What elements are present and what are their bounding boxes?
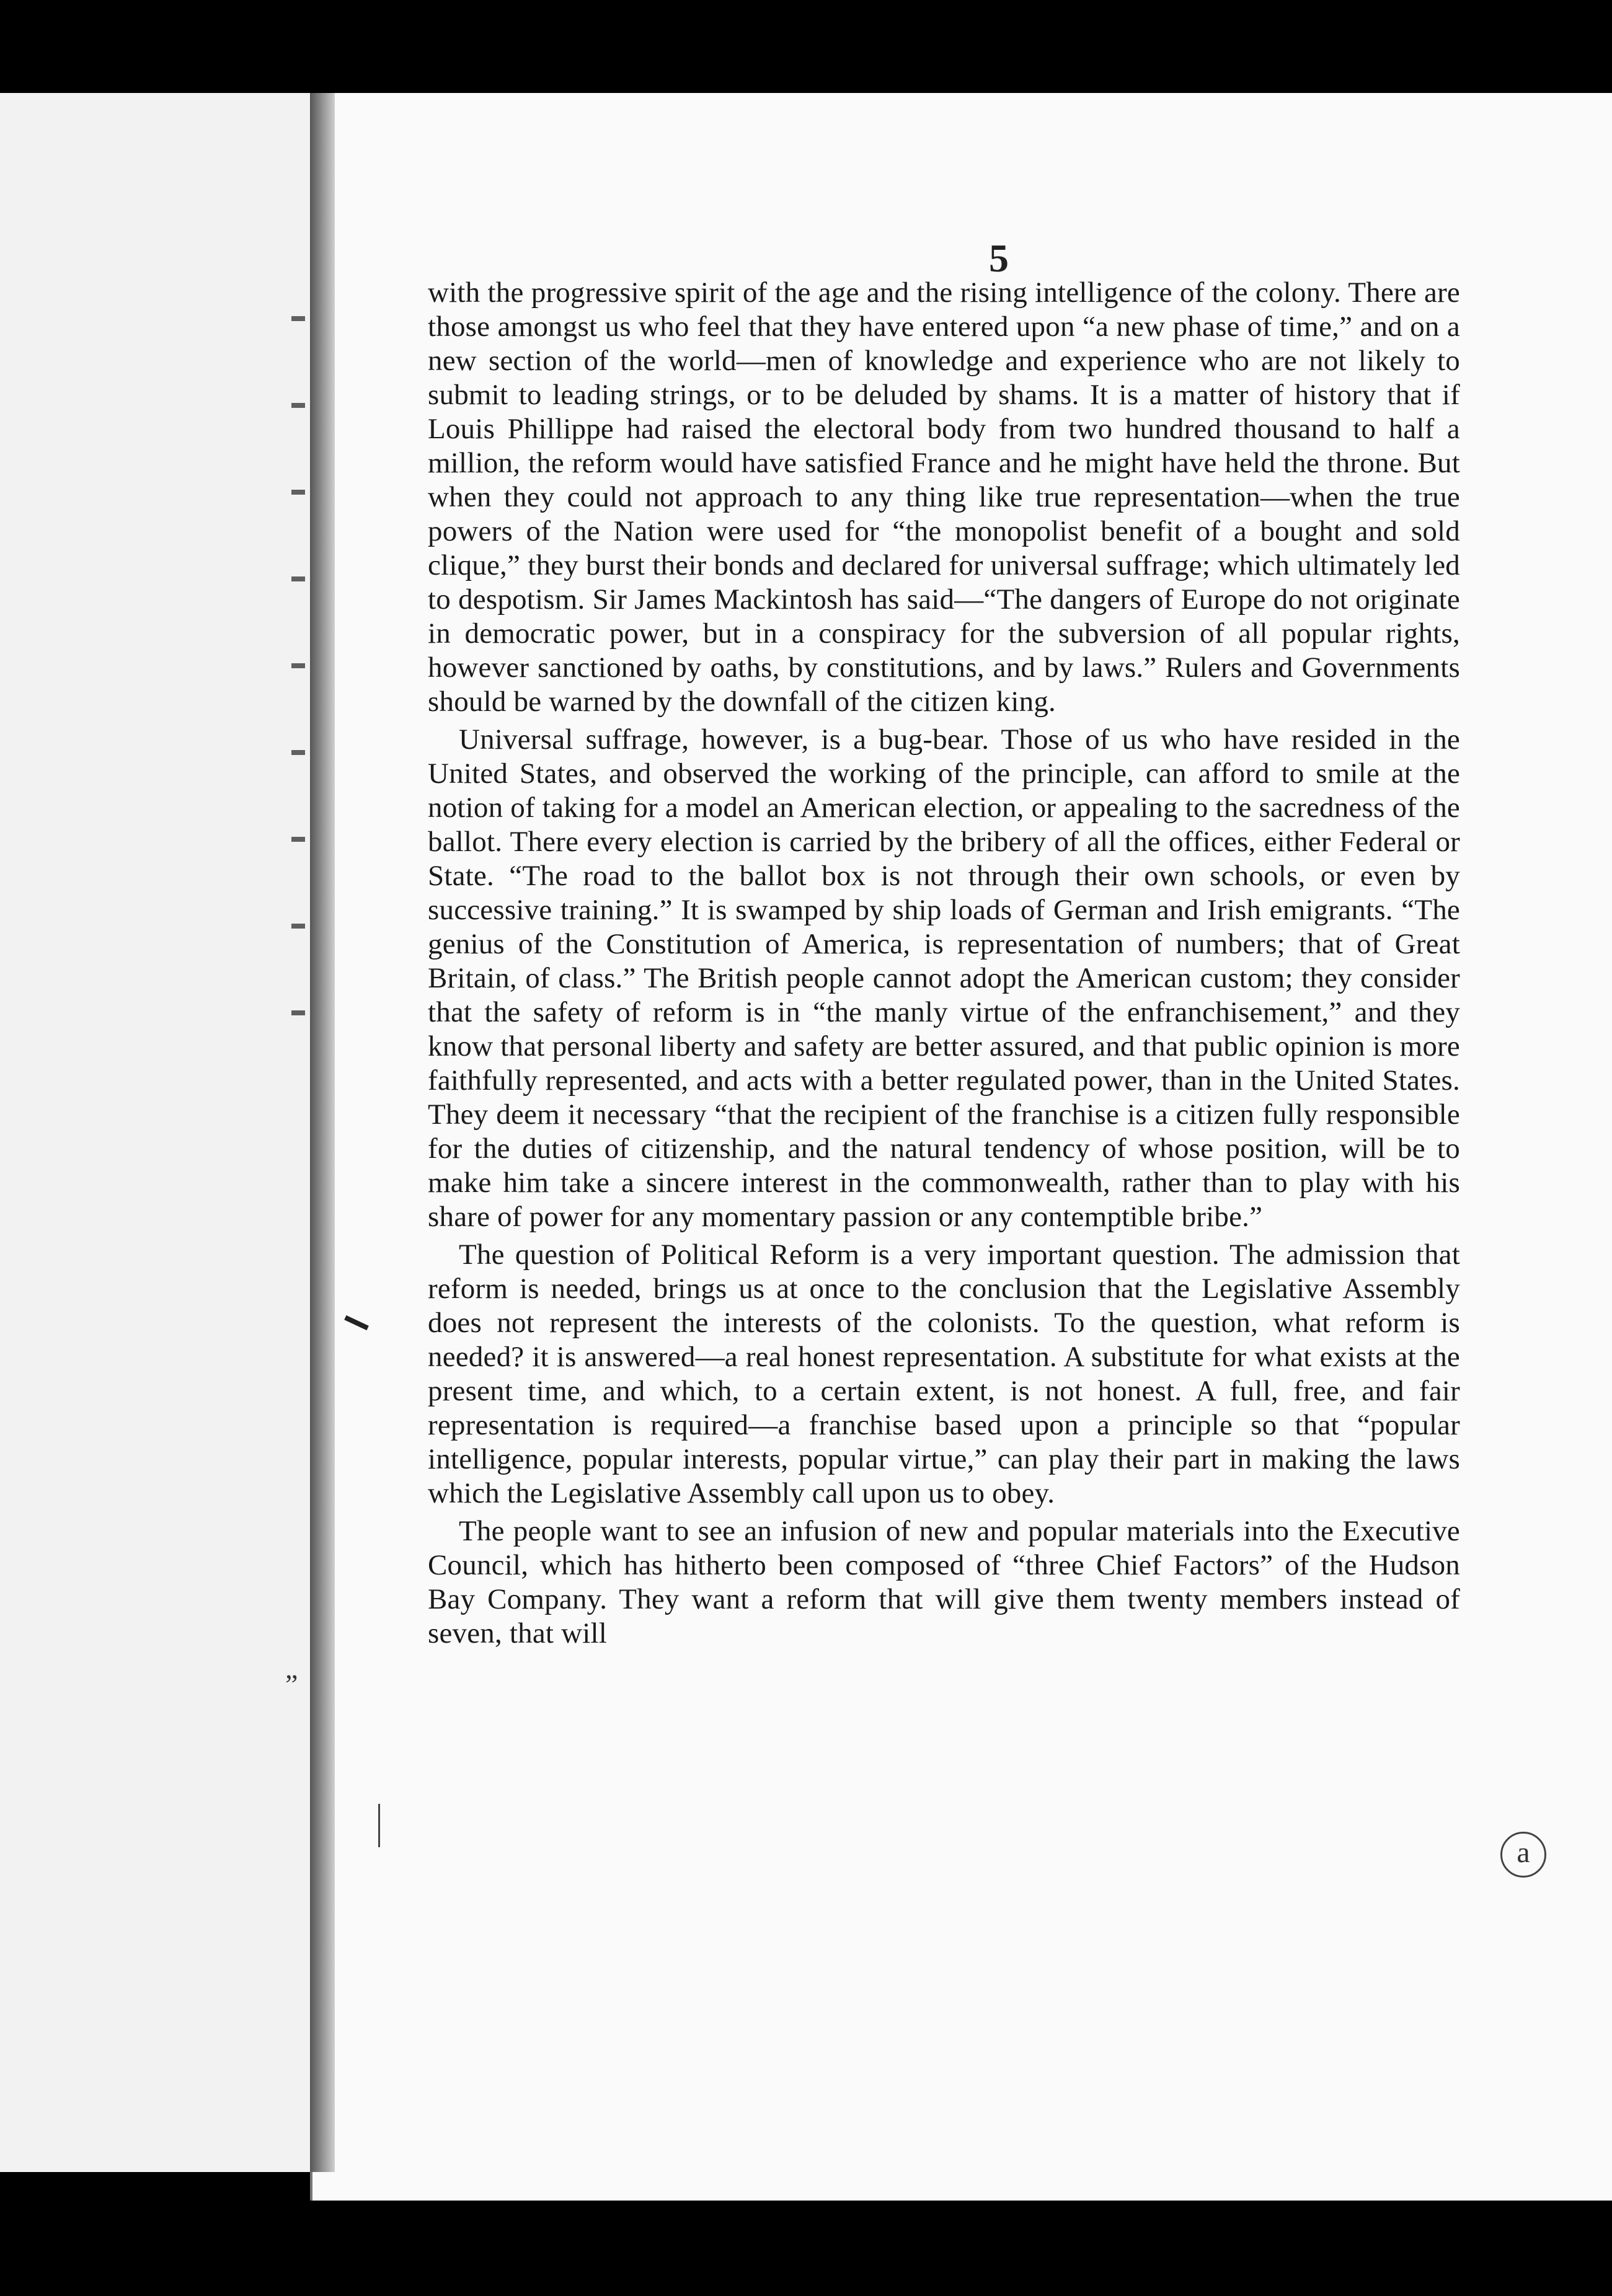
body-text [428,276,1460,1654]
scan-artifact-line [378,1804,380,1847]
page-number: 5 [989,236,1009,280]
page-edge-specks [291,279,305,1023]
margin-mark: „ [285,1653,298,1684]
margin-annotation-circle: a [1500,1832,1546,1878]
paragraph-2: Universal suffrage, however, is a bug-bear. Those of us who have resided in the United States, and observed the working of the principle, can afford to smile at the notion of taking for a model an American election, or appealing to the sacredness of the ballot. There every election is carried by the bribery of all the offices, either Federal or State. “The road to the ballot box is not through their own schools, or even by successive training.” It is swamped by ship loads of German and Irish emigrants. “The genius of the Constitution of America, is representation of numbers; that of Great Britain, of class.” The British people cannot adopt the American custom; they consider that the safety of reform is in “the manly virtue of the enfranchisement,” and they know that personal liberty and safety are better assured, and that public opinion is more faithfully represented, and acts with a better regulated power, than in the United States. They deem it necessary “that the recipient of the franchise is a citizen fully responsible for the duties of citizenship, and the natural tendency of whose position, will be to make him take a sincere interest in the commonwealth, rather than to play with his share of power for any momentary passion or any contemptible bribe.” [428,723,1460,1233]
page-gutter [310,93,335,2172]
facing-page [0,93,321,2172]
paragraph-4: The people want to see an infusion of new and popular materials into the Executive Council, which has hitherto been composed of “three Chief Factors” of the Hudson Bay Company. They want a reform that will give them twenty members instead of seven, that will [428,1515,1460,1649]
paragraph-1: with the progressive spirit of the age and the rising intelligence of the colony. There are those amongst us who feel that they have entered upon “a new phase of time,” and on a new section of the world—men of knowledge and experience who are not likely to submit to leading strings, or to be deluded by shams. It is a matter of history that if Louis Phillippe had raised the electoral body from two hundred thousand to half a million, the reform would have satisfied France and he might have held the throne. But when they could not approach to any thing like true representation—when the true powers of the Nation were used for “the monopolist benefit of a bought and sold clique,” they burst their bonds and declared for universal suffrage; which ultimately led to despotism. Sir James Mackintosh has said—“The dangers of Europe do not originate in democratic power, but in a conspiracy for the subversion of all popular rights, however sanctioned by oaths, by constitutions, and by laws.” Rulers and Governments should be warned by the downfall of the citizen king. [428,276,1460,718]
paragraph-3: The question of Political Reform is a very important question. The admission that reform is needed, brings us at once to the conclusion that the Legislative Assembly does not represent the interests of the colonists. To the question, what reform is needed? it is answered—a real honest representation. A substitute for what exists at the present time, and which, to a certain extent, is not honest. A full, free, and fair representation is required—a franchise based upon a principle so that “popular intelligence, popular interests, popular virtue,” can play their part in making the laws which the Legislative Assembly call upon us to obey. [428,1239,1460,1509]
